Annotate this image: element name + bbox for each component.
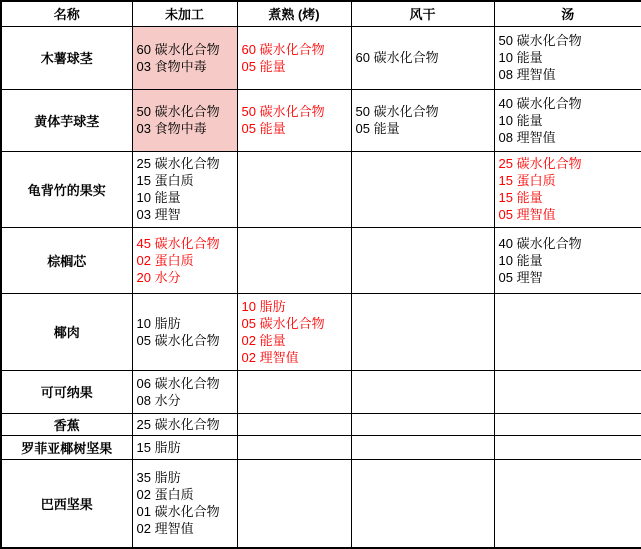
cell-dried bbox=[351, 151, 494, 227]
nutrient-line: 20 水分 bbox=[136, 269, 181, 285]
nutrient-line: 40 碳水化合物 bbox=[498, 235, 582, 251]
nutrient-line: 10 能量 bbox=[498, 50, 543, 65]
cell-raw bbox=[132, 151, 237, 227]
row-monstera-fruit bbox=[1, 151, 641, 227]
row-palm-heart bbox=[1, 227, 641, 293]
cell-cooked bbox=[237, 293, 351, 370]
food-name: 巴西坚果 bbox=[1, 459, 132, 548]
cell-cooked bbox=[237, 89, 351, 151]
cell-soup bbox=[494, 151, 641, 227]
row-banana bbox=[1, 413, 641, 435]
food-name: 香蕉 bbox=[1, 413, 132, 435]
nutrient-line: 02 蛋白质 bbox=[136, 252, 194, 268]
cell-cooked bbox=[237, 413, 351, 435]
nutrient-line: 03 食物中毒 bbox=[136, 121, 207, 136]
food-name: 黄体芋球茎 bbox=[1, 89, 132, 151]
nutrient-line: 08 理智值 bbox=[498, 129, 556, 145]
nutrient-line: 08 理智值 bbox=[498, 67, 556, 82]
column-header-soup: 汤 bbox=[494, 1, 641, 26]
cell-dried bbox=[351, 227, 494, 293]
cell-dried bbox=[351, 413, 494, 435]
cell-raw bbox=[132, 227, 237, 293]
nutrient-line: 15 蛋白质 bbox=[136, 173, 194, 188]
food-name: 龟背竹的果实 bbox=[1, 151, 132, 227]
cell-raw bbox=[132, 413, 237, 435]
nutrient-line: 50 碳水化合物 bbox=[355, 104, 439, 119]
cell-dried bbox=[351, 293, 494, 370]
nutrient-line: 50 碳水化合物 bbox=[498, 33, 582, 48]
header-row bbox=[1, 1, 641, 26]
nutrient-line: 10 脂肪 bbox=[136, 315, 181, 331]
cell-dried bbox=[351, 459, 494, 548]
nutrient-line: 25 碳水化合物 bbox=[498, 156, 582, 171]
nutrient-line: 08 水分 bbox=[136, 392, 181, 408]
nutrient-line: 06 碳水化合物 bbox=[136, 375, 220, 391]
nutrient-line: 25 碳水化合物 bbox=[136, 416, 220, 432]
nutrient-line: 50 碳水化合物 bbox=[241, 104, 325, 119]
nutrient-line: 05 理智 bbox=[498, 269, 543, 285]
cell-soup bbox=[494, 89, 641, 151]
nutrient-line: 05 能量 bbox=[241, 121, 286, 136]
cell-raw bbox=[132, 370, 237, 413]
cell-dried bbox=[351, 26, 494, 89]
row-brazil-nut bbox=[1, 459, 641, 548]
cell-cooked bbox=[237, 151, 351, 227]
row-coconut-flesh bbox=[1, 293, 641, 370]
cell-soup bbox=[494, 227, 641, 293]
nutrient-line: 05 碳水化合物 bbox=[136, 332, 220, 348]
nutrient-line: 05 碳水化合物 bbox=[241, 315, 325, 331]
food-name: 椰肉 bbox=[1, 293, 132, 370]
nutrient-line: 03 理智 bbox=[136, 207, 181, 222]
food-name: 可可纳果 bbox=[1, 370, 132, 413]
row-malanga-bulb bbox=[1, 89, 641, 151]
nutrient-line: 10 能量 bbox=[136, 190, 181, 205]
nutrient-line: 15 能量 bbox=[498, 190, 543, 205]
nutrient-line: 15 脂肪 bbox=[136, 439, 181, 455]
row-cassava-bulb bbox=[1, 26, 641, 89]
cell-dried bbox=[351, 435, 494, 459]
cell-dried bbox=[351, 89, 494, 151]
cell-soup bbox=[494, 370, 641, 413]
food-name: 罗菲亚椰树坚果 bbox=[1, 435, 132, 459]
cell-raw bbox=[132, 89, 237, 151]
cell-cooked bbox=[237, 435, 351, 459]
nutrient-line: 02 蛋白质 bbox=[136, 487, 194, 503]
nutrient-line: 10 能量 bbox=[498, 252, 543, 268]
row-raffia-nut bbox=[1, 435, 641, 459]
cell-cooked bbox=[237, 459, 351, 548]
column-header-dried: 风干 bbox=[351, 1, 494, 26]
nutrient-line: 45 碳水化合物 bbox=[136, 235, 220, 251]
food-name: 棕榈芯 bbox=[1, 227, 132, 293]
cell-cooked bbox=[237, 370, 351, 413]
cell-soup bbox=[494, 435, 641, 459]
nutrient-line: 01 碳水化合物 bbox=[136, 504, 220, 520]
cell-raw bbox=[132, 26, 237, 89]
cell-soup bbox=[494, 459, 641, 548]
cell-soup bbox=[494, 26, 641, 89]
column-header-cooked: 煮熟 (烤) bbox=[237, 1, 351, 26]
cell-soup bbox=[494, 293, 641, 370]
nutrient-line: 10 脂肪 bbox=[241, 298, 286, 314]
nutrient-line: 50 碳水化合物 bbox=[136, 104, 220, 119]
nutrient-line: 60 碳水化合物 bbox=[136, 41, 220, 57]
nutrient-line: 40 碳水化合物 bbox=[498, 95, 582, 111]
row-cocona-fruit bbox=[1, 370, 641, 413]
cell-cooked bbox=[237, 26, 351, 89]
cell-raw bbox=[132, 459, 237, 548]
cell-dried bbox=[351, 370, 494, 413]
nutrient-line: 60 碳水化合物 bbox=[355, 50, 439, 65]
nutrient-line: 35 脂肪 bbox=[136, 470, 181, 486]
nutrient-line: 05 能量 bbox=[241, 58, 286, 74]
nutrient-line: 25 碳水化合物 bbox=[136, 156, 220, 171]
nutrient-line: 15 蛋白质 bbox=[498, 173, 556, 188]
nutrient-line: 60 碳水化合物 bbox=[241, 41, 325, 57]
nutrient-line: 02 能量 bbox=[241, 332, 286, 348]
cell-soup bbox=[494, 413, 641, 435]
nutrient-line: 02 理智值 bbox=[136, 521, 194, 537]
column-header-raw: 未加工 bbox=[132, 1, 237, 26]
nutrient-line: 02 理智值 bbox=[241, 349, 299, 365]
cell-cooked bbox=[237, 227, 351, 293]
nutrient-line: 05 能量 bbox=[355, 121, 400, 136]
nutrient-line: 05 理智值 bbox=[498, 207, 556, 222]
food-name: 木薯球茎 bbox=[1, 26, 132, 89]
cell-raw bbox=[132, 435, 237, 459]
nutrient-line: 03 食物中毒 bbox=[136, 58, 207, 74]
cell-raw bbox=[132, 293, 237, 370]
nutrient-line: 10 能量 bbox=[498, 112, 543, 128]
column-header-name: 名称 bbox=[1, 1, 132, 26]
